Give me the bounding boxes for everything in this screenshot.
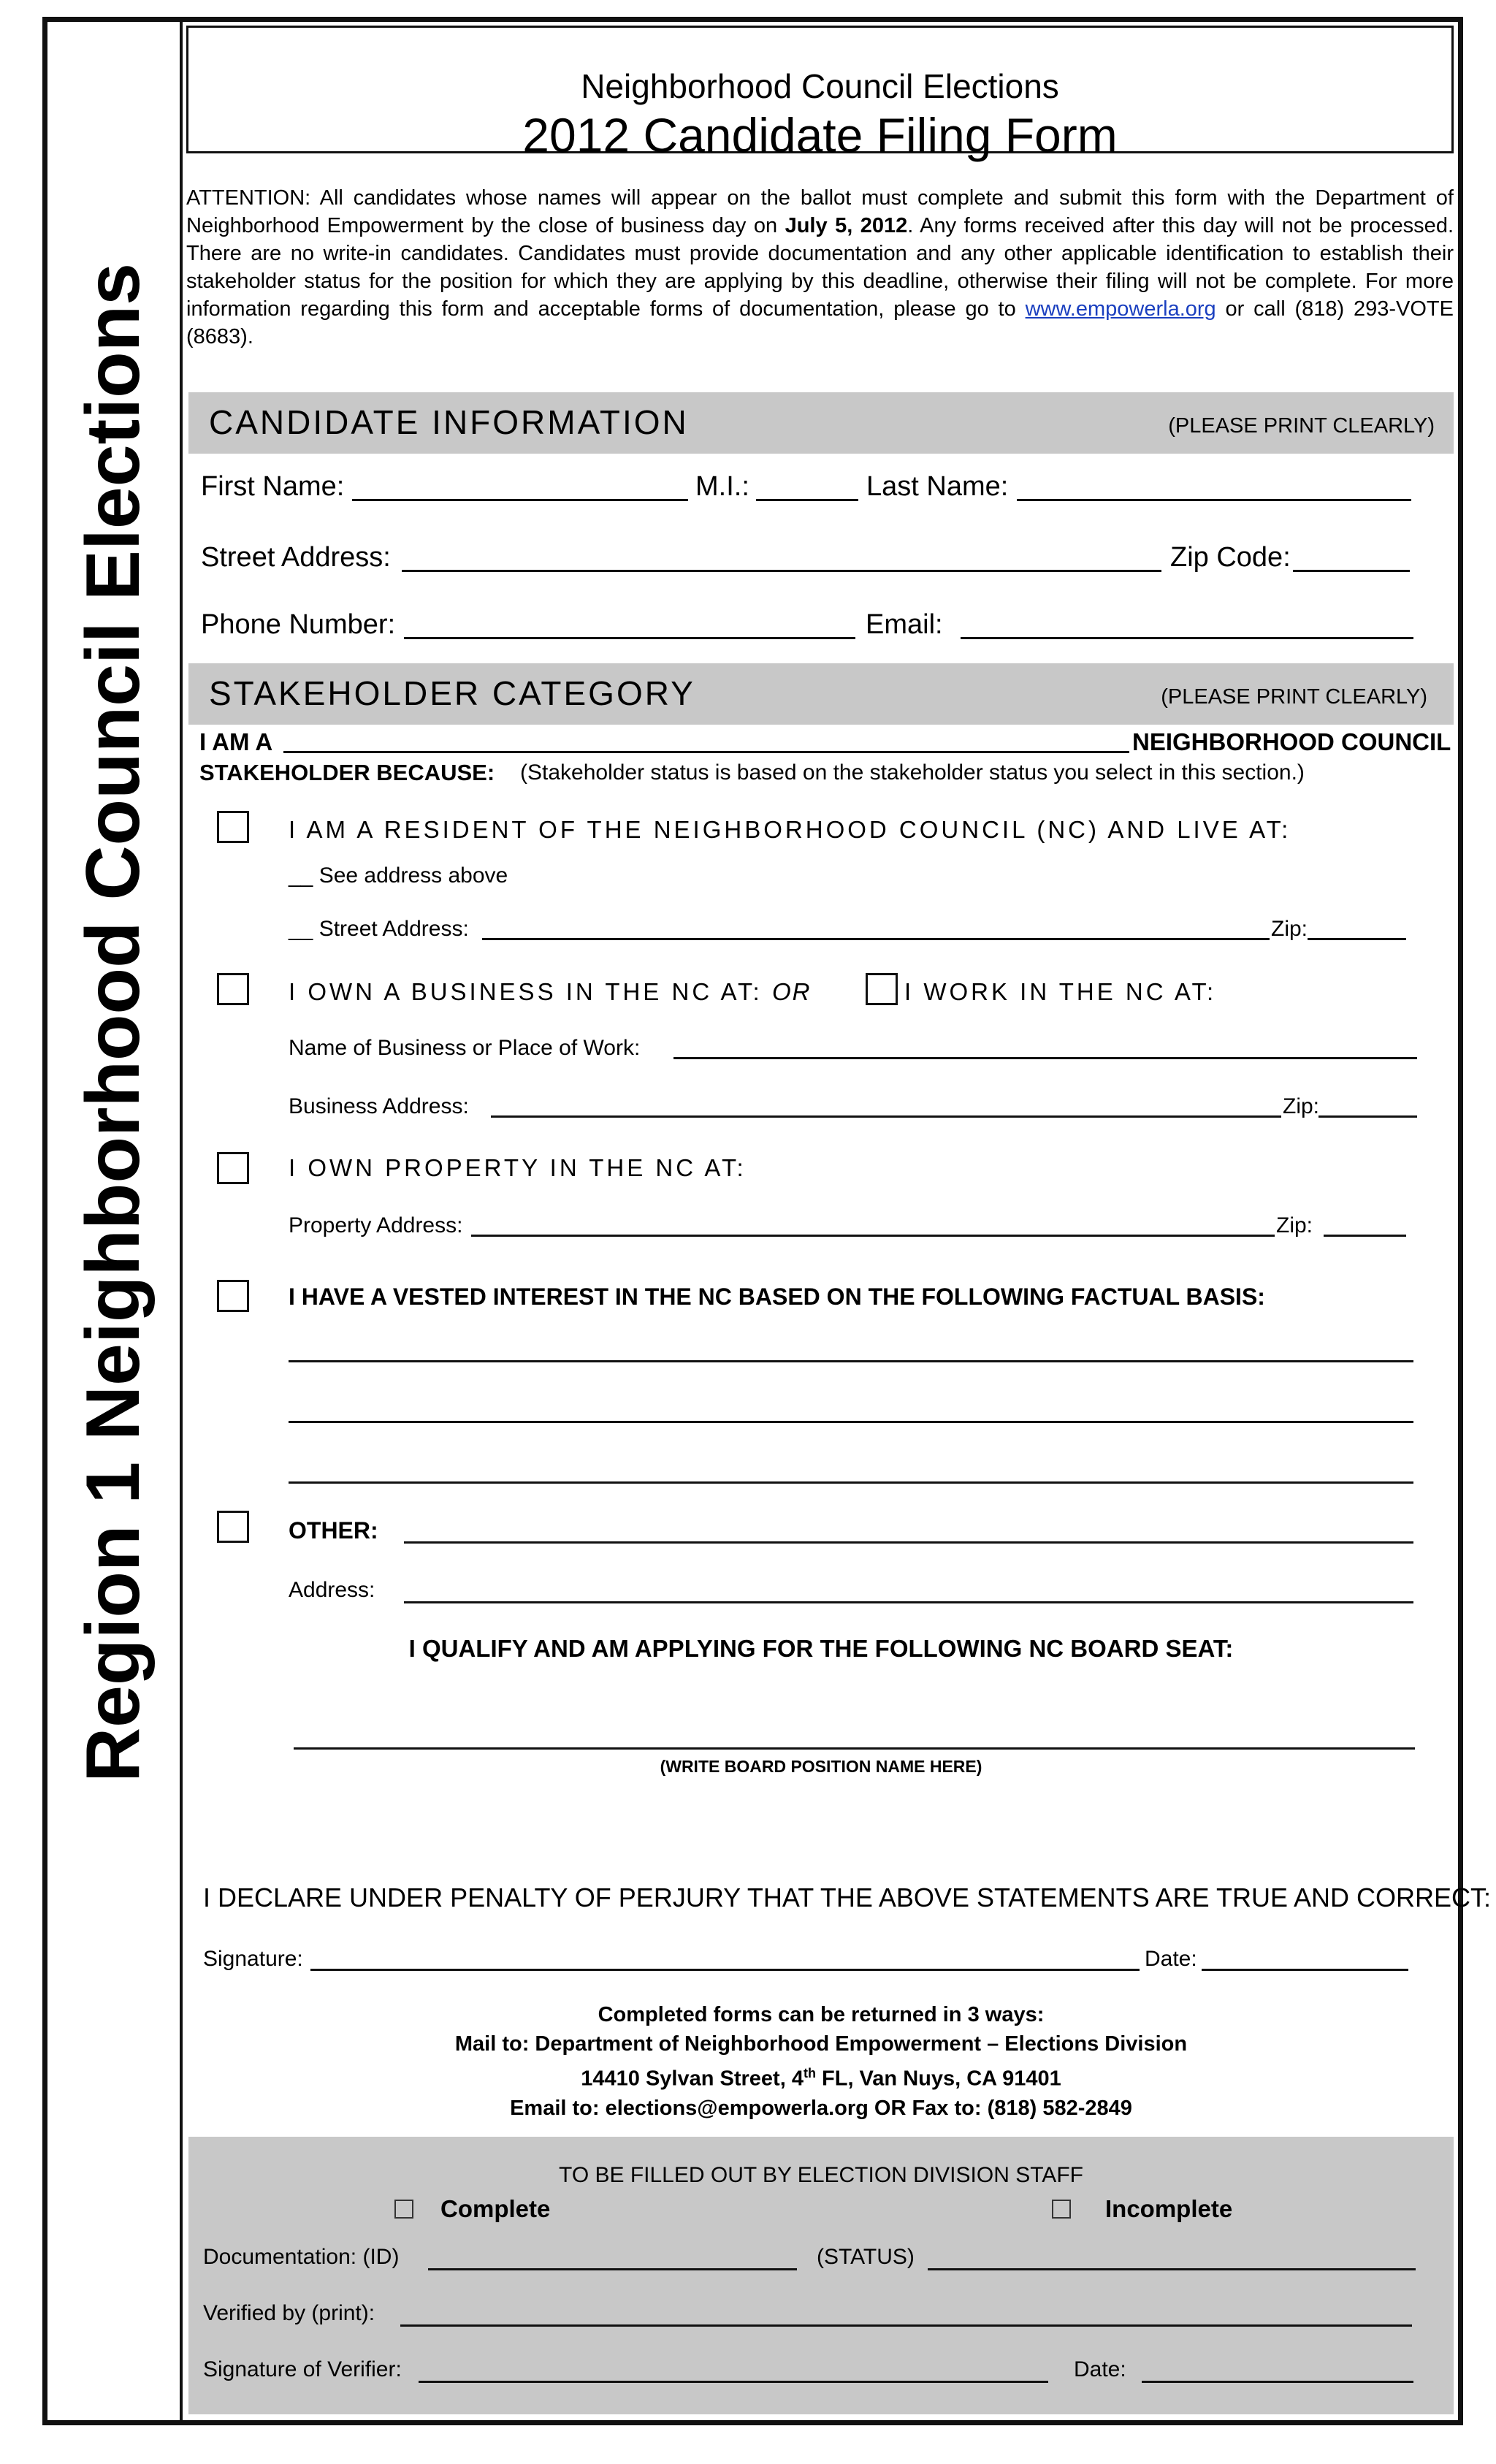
- vested-line-2[interactable]: [289, 1421, 1413, 1423]
- other-label: OTHER:: [289, 1517, 378, 1544]
- street-address-label: Street Address:: [201, 542, 391, 573]
- status-label: (STATUS): [817, 2245, 915, 2269]
- status-field[interactable]: [928, 2268, 1416, 2270]
- incomplete-label: Incomplete: [1105, 2195, 1233, 2222]
- because-note: (Stakeholder status is based on the stakeholder status you select in this section.): [520, 760, 1305, 785]
- work-label: I WORK IN THE NC AT:: [904, 978, 1217, 1005]
- last-name-field[interactable]: [1017, 499, 1411, 501]
- attention-deadline: July 5, 2012: [785, 214, 908, 237]
- signature-label: Signature:: [203, 1947, 303, 1971]
- street-address-field[interactable]: [402, 570, 1161, 572]
- form-header: [186, 26, 1454, 162]
- other-checkbox[interactable]: [217, 1511, 249, 1543]
- email-field[interactable]: [961, 637, 1413, 639]
- verified-label: Verified by (print):: [203, 2301, 375, 2325]
- signature-field[interactable]: [310, 1969, 1140, 1971]
- business-checkbox[interactable]: [217, 973, 249, 1005]
- vested-checkbox[interactable]: [217, 1280, 249, 1312]
- verifier-signature-label: Signature of Verifier:: [203, 2357, 402, 2381]
- verifier-signature-field[interactable]: [419, 2381, 1048, 2383]
- resident-street-label: __ Street Address:: [289, 917, 469, 941]
- zip-code-label: Zip Code:: [1170, 542, 1291, 573]
- declaration-text: I DECLARE UNDER PENALTY OF PERJURY THAT THE ABOVE STATEMENTS ARE TRUE AND CORRECT:: [203, 1883, 1492, 1912]
- stakeholder-heading: STAKEHOLDER CATEGORY: [209, 674, 695, 712]
- candidate-info-band: [188, 392, 1454, 454]
- resident-label: I AM A RESIDENT OF THE NEIGHBORHOOD COUNCIL (NC) AND LIVE AT:: [289, 816, 1291, 843]
- attention-paragraph: [186, 184, 1454, 351]
- verifier-date-label: Date:: [1074, 2357, 1126, 2381]
- header-subtitle: Neighborhood Council Elections: [581, 67, 1059, 105]
- other-address-label: Address:: [289, 1578, 375, 1602]
- return-line-1: Completed forms can be returned in 3 ways:: [598, 2003, 1045, 2026]
- date-label: Date:: [1145, 1947, 1197, 1971]
- candidate-print-note: (PLEASE PRINT CLEARLY): [1168, 414, 1435, 438]
- resident-street-field[interactable]: [482, 938, 1270, 940]
- documentation-field[interactable]: [428, 2268, 797, 2270]
- date-field[interactable]: [1202, 1969, 1408, 1971]
- vested-line-3[interactable]: [289, 1481, 1413, 1484]
- work-checkbox[interactable]: [866, 973, 898, 1005]
- board-seat-field[interactable]: [294, 1747, 1415, 1750]
- return-instructions: [188, 2000, 1454, 2123]
- business-name-label: Name of Business or Place of Work:: [289, 1036, 641, 1060]
- property-zip-field[interactable]: [1324, 1235, 1406, 1237]
- header-title: 2012 Candidate Filing Form: [522, 108, 1118, 162]
- incomplete-checkbox[interactable]: [1052, 2200, 1071, 2219]
- resident-zip-label: Zip:: [1271, 917, 1308, 941]
- nc-label: NEIGHBORHOOD COUNCIL: [1132, 728, 1451, 755]
- last-name-label: Last Name:: [866, 471, 1009, 502]
- empowerla-link[interactable]: www.empowerla.org: [1025, 297, 1216, 321]
- complete-label: Complete: [440, 2195, 551, 2222]
- side-title: Region 1 Neighborhood Council Elections: [71, 262, 156, 1783]
- stakeholder-type-field[interactable]: [283, 751, 1129, 753]
- attention-text-1: ATTENTION: All candidates whose names will appear on the ballot must complete and submit this form with the Department of Neighborhood Empowerment by the close of business day on: [186, 186, 1454, 237]
- mi-label: M.I.:: [695, 471, 749, 502]
- first-name-label: First Name:: [201, 471, 345, 502]
- vested-label: I HAVE A VESTED INTEREST IN THE NC BASED ON THE FOLLOWING FACTUAL BASIS:: [289, 1284, 1265, 1310]
- because-label: STAKEHOLDER BECAUSE:: [199, 760, 495, 785]
- business-zip-field[interactable]: [1318, 1115, 1417, 1118]
- documentation-label: Documentation: (ID): [203, 2245, 400, 2269]
- phone-field[interactable]: [404, 637, 855, 639]
- return-line-4: Email to: elections@empowerla.org OR Fax to: (818) 582-2849: [510, 2096, 1132, 2120]
- business-address-field[interactable]: [491, 1115, 1281, 1118]
- stakeholder-band: [188, 663, 1454, 725]
- board-seat-caption: (WRITE BOARD POSITION NAME HERE): [660, 1757, 982, 1776]
- candidate-info-heading: CANDIDATE INFORMATION: [209, 403, 689, 441]
- email-label: Email:: [866, 609, 943, 640]
- i-am-a-label: I AM A: [199, 728, 273, 755]
- staff-section: [188, 2137, 1454, 2414]
- or-label: OR: [772, 978, 812, 1005]
- business-address-label: Business Address:: [289, 1094, 469, 1118]
- return-line-2: Mail to: Department of Neighborhood Empowerment – Elections Division: [454, 2032, 1188, 2056]
- property-address-label: Property Address:: [289, 1213, 463, 1237]
- board-seat-heading: I QUALIFY AND AM APPLYING FOR THE FOLLOWING NC BOARD SEAT:: [408, 1635, 1234, 1662]
- zip-code-field[interactable]: [1293, 570, 1410, 572]
- complete-checkbox[interactable]: [394, 2200, 413, 2219]
- resident-zip-field[interactable]: [1308, 938, 1406, 940]
- mi-field[interactable]: [756, 499, 858, 501]
- attention-text-2: . Any forms received after this day will not be processed. There are no write-in candidates. Candidates must provide documentation and any other applicable identification to establish their stakeholder status for the position for which they are applying by this deadline, otherwise their filing will not be complete. For more information regarding this form and acceptable forms of documentation, please go to: [186, 214, 1454, 321]
- business-label: I OWN A BUSINESS IN THE NC AT:: [289, 978, 763, 1005]
- other-address-field[interactable]: [404, 1601, 1413, 1603]
- first-name-field[interactable]: [352, 499, 688, 501]
- property-address-field[interactable]: [471, 1235, 1275, 1237]
- stakeholder-print-note: (PLEASE PRINT CLEARLY): [1161, 685, 1427, 709]
- return-line-3: 14410 Sylvan Street, 4th FL, Van Nuys, CA 91401: [581, 2066, 1061, 2091]
- other-field[interactable]: [404, 1541, 1413, 1544]
- phone-label: Phone Number:: [201, 609, 396, 640]
- verified-field[interactable]: [400, 2324, 1412, 2327]
- verifier-date-field[interactable]: [1142, 2381, 1413, 2383]
- attention-text-3: or call (818) 293-VOTE (8683).: [186, 297, 1454, 348]
- property-zip-label: Zip:: [1276, 1213, 1313, 1237]
- see-address-above-option: __ See address above: [289, 863, 508, 888]
- business-zip-label: Zip:: [1283, 1094, 1320, 1118]
- vested-line-1[interactable]: [289, 1360, 1413, 1362]
- business-name-field[interactable]: [673, 1057, 1417, 1059]
- property-checkbox[interactable]: [217, 1152, 249, 1184]
- property-label: I OWN PROPERTY IN THE NC AT:: [289, 1154, 747, 1181]
- resident-checkbox[interactable]: [217, 811, 249, 843]
- staff-heading: TO BE FILLED OUT BY ELECTION DIVISION STAFF: [559, 2163, 1083, 2187]
